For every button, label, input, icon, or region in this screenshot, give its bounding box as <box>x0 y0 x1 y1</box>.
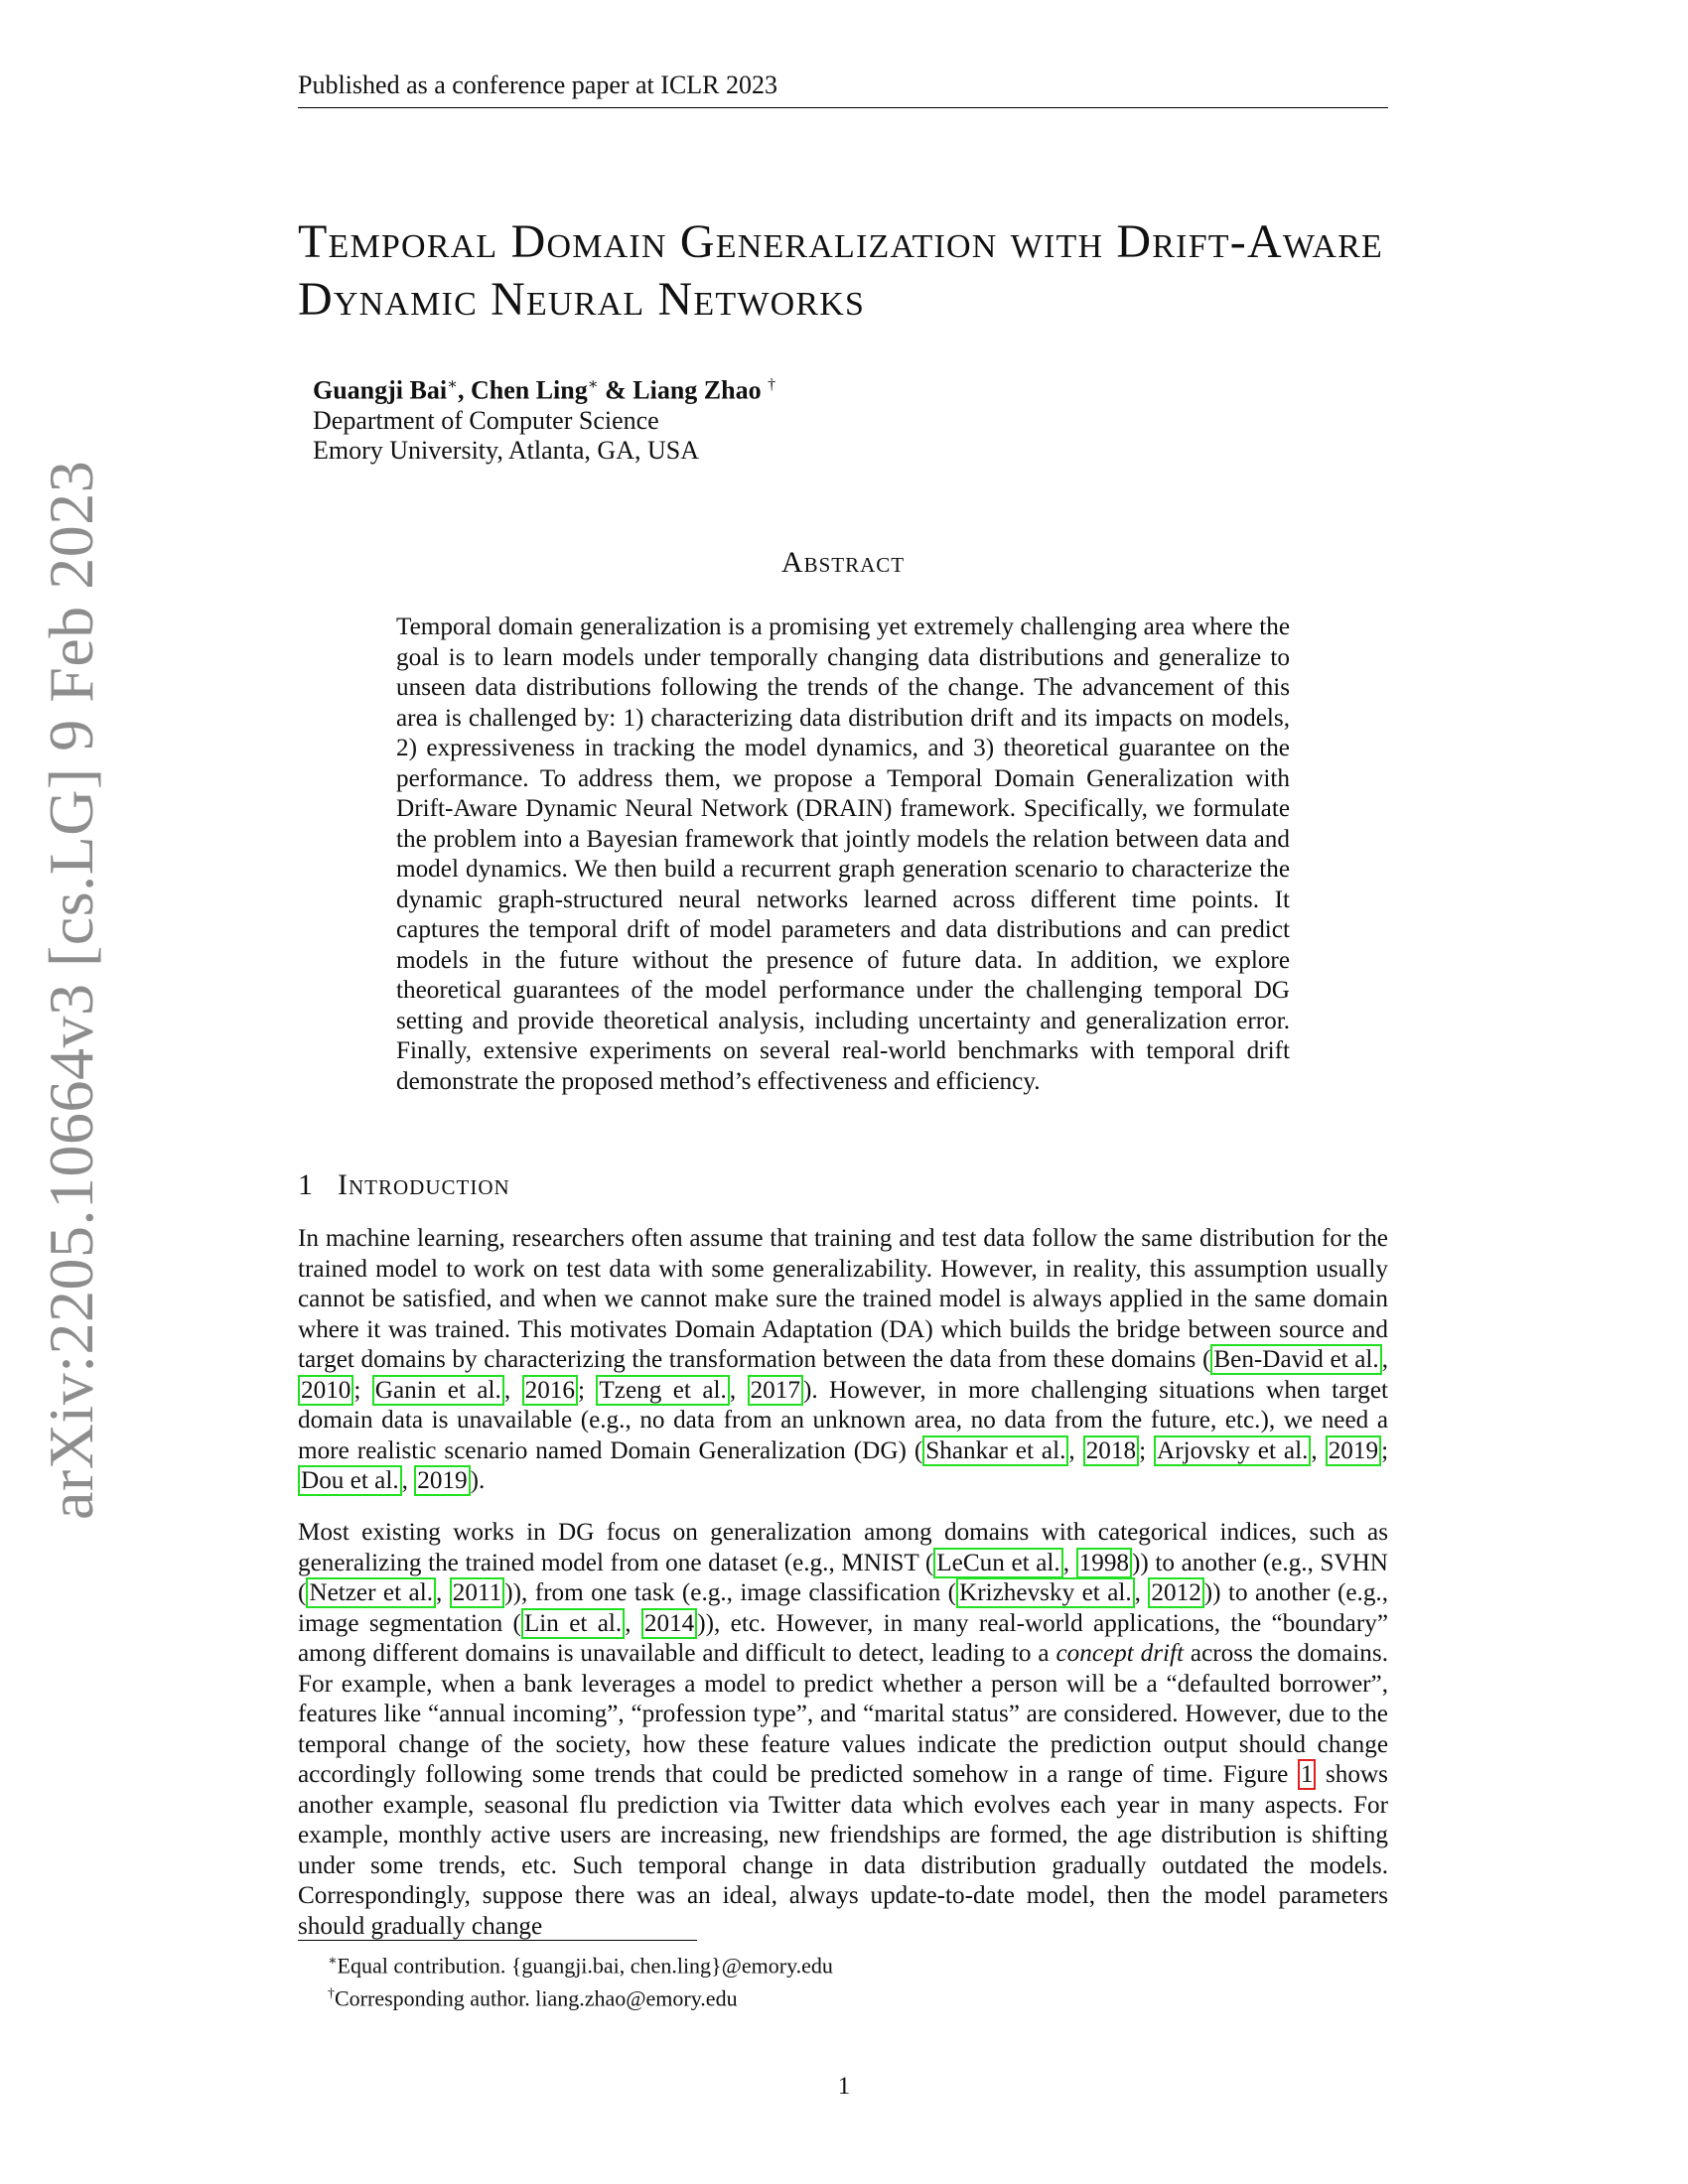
text-run: In machine learning, researchers often assume that training and test data follow the same distribution for the trained model to work on test data with some generalizability. However, in reality, this assumption usually cannot be satisfied, and when we cannot make sure the trained model is always applied in the same domain where it was trained. This motivates Domain Adaptation (DA) which builds the bridge between source and target domains by characterizing the transformation between the data from these domains ( <box>298 1225 1388 1373</box>
citation-link[interactable]: 2011 <box>450 1577 504 1608</box>
text-run: )), etc. However, in many real-world applications, the “boundary” among different domains is unavailable and difficult to detect, leading to a <box>298 1609 1388 1667</box>
text-run: )), from one task (e.g., image classification ( <box>504 1579 957 1606</box>
text-run: shows another example, seasonal flu prediction via Twitter data which evolves each year in many aspects. For example, monthly active users are increasing, new friendships are formed, the age distribution is shifting under some trends, etc. Such temporal change in data distribution gradually outdated the models. Correspondingly, suppose there was an ideal, always update-to-date model, then the model parameters should gradually change <box>298 1761 1388 1940</box>
citation-link[interactable]: 2010 <box>298 1375 353 1406</box>
citation-link[interactable]: 2014 <box>641 1608 697 1639</box>
citation-link[interactable]: 2019 <box>1326 1435 1381 1466</box>
section-title: Introduction <box>338 1168 510 1201</box>
footnote-text: Corresponding author. liang.zhao@emory.edu <box>335 1985 738 2011</box>
text-run: Most existing works in DG focus on generalization among domains with categorical indices, such as generalizing the trained model from one dataset (e.g., MNIST ( <box>298 1519 1388 1576</box>
running-header: Published as a conference paper at ICLR 2023 <box>298 69 1388 108</box>
author-2-mark: ∗ <box>587 376 599 393</box>
affiliation-dept: Department of Computer Science <box>313 405 659 435</box>
author-3: & Liang Zhao <box>605 375 762 405</box>
citation-link[interactable]: Arjovsky et al. <box>1154 1435 1311 1466</box>
citation-link[interactable]: LeCun et al. <box>933 1548 1062 1578</box>
text-run: ). However, in more challenging situations when target domain data is unavailable (e.g., no data from an unknown area, no data from the future, etc.), we need a more realistic scenario named Domain Generalization (DG) ( <box>298 1376 1389 1464</box>
footnote-1 <box>328 1947 1321 1979</box>
author-block <box>313 370 1206 466</box>
author-1: Guangji Bai <box>313 375 448 405</box>
citation-link[interactable]: Krizhevsky et al. <box>956 1577 1135 1608</box>
footnote-mark: ∗ <box>328 1954 338 1969</box>
text-run: ). <box>470 1467 486 1494</box>
abstract-text: Temporal domain generalization is a promising yet extremely challenging area where the goal is to learn models under temporally changing data distributions and generalize to unseen data distributions following the trends of the change. The advancement of this area is challenged by: 1) characterizing data distribution drift and its impacts on models, 2) expressiveness in tracking the model dynamics, and 3) theoretical guarantee on the performance. To address them, we propose a Temporal Domain Generalization with Drift-Aware Dynamic Neural Network (DRAIN) framework. Specifically, we formulate the problem into a Bayesian framework that jointly models the relation between data and model dynamics. We then build a recurrent graph generation scenario to characterize the dynamic graph-structured neural networks learned across different time points. It captures the temporal drift of model parameters and data distributions and can predict models in the future without the presence of future data. In addition, we explore theoretical guarantees of the model performance under the challenging temporal DG setting and provide theoretical analysis, including uncertainty and generalization error. Finally, extensive experiments on several real-world benchmarks with temporal drift demonstrate the proposed method’s effectiveness and efficiency. <box>396 614 1290 1095</box>
affiliation-univ: Emory University, Atlanta, GA, USA <box>313 435 699 465</box>
citation-link[interactable]: 2012 <box>1148 1577 1203 1608</box>
emphasis-text: concept drift <box>1055 1640 1185 1667</box>
author-1-mark: ∗ <box>447 376 458 393</box>
author-2: Chen Ling <box>470 375 588 405</box>
footnote-text: Equal contribution. {guangji.bai, chen.ling}@emory.edu <box>337 1953 833 1979</box>
paper-title: Temporal Domain Generalization with Drift-Aware Dynamic Neural Networks <box>298 215 1383 326</box>
citation-link[interactable]: 1998 <box>1076 1548 1132 1578</box>
citation-link[interactable]: Ben-David et al. <box>1210 1344 1381 1375</box>
intro-paragraph-2: Most existing works in DG focus on generalization among domains with categorical indices, such as generalizing the trained model from one dataset (e.g., MNIST ( LeCun et al. , 1998 )) to another (e.g., SVHN ( Netzer et al. , 2011 )), from one task (e.g., image classification ( Krizhevsky et al. , 2012 )) to another (e.g., image segmentation ( Lin et al. , 2014 )), etc. However, in many real-world applications, the “boundary” among different domains is unavailable and difficult to detect, leading to a concept drift across the domains. For example, when a bank leverages a model to predict whether a person will be a “defaulted borrower”, features like “annual incoming”, “profession type”, and “marital status” are considered. However, due to the temporal change of the society, how these feature values indicate the prediction output should change accordingly following some trends that could be predicted somehow in a range of time. Figure 1 shows another example, seasonal flu prediction via Twitter data which evolves each year in many aspects. For example, monthly active users are increasing, new friendships are formed, the age distribution is shifting under some trends, etc. Such temporal change in data distribution gradually outdated the models. Correspondingly, suppose there was an ideal, always update-to-date model, then the model parameters should gradually change <box>298 1519 1389 1940</box>
author-3-mark: † <box>768 376 776 393</box>
footnote-2 <box>328 1979 1321 2012</box>
figure-link[interactable]: 1 <box>1298 1759 1317 1790</box>
citation-link[interactable]: 2019 <box>414 1465 470 1496</box>
text-run: )) to another (e.g., SVHN ( <box>298 1549 1388 1606</box>
citation-link[interactable]: Netzer et al. <box>306 1577 436 1608</box>
citation-link[interactable]: Tzeng et al. <box>596 1375 729 1406</box>
citation-link[interactable]: Dou et al. <box>298 1465 402 1496</box>
citation-link[interactable]: 2016 <box>522 1375 578 1406</box>
text-run: across the domains. For example, when a bank leverages a model to predict whether a person will be a “defaulted borrower”, features like “annual incoming”, “profession type”, and “marital status” are considered. However, due to the temporal change of the society, how these feature values indicate the prediction output should change accordingly following some trends that could be predicted somehow in a range of time. Figure <box>298 1640 1388 1788</box>
arxiv-stamp: arXiv:2205.10664v3 [cs.LG] 9 Feb 2023 <box>36 460 106 1520</box>
section-heading-introduction <box>298 1168 510 1202</box>
citation-link[interactable]: Shankar et al. <box>922 1435 1068 1466</box>
footnote-mark: † <box>328 1986 335 2002</box>
citation-link[interactable]: Lin et al. <box>521 1608 625 1639</box>
page-number: 1 <box>837 2073 851 2100</box>
footnotes <box>328 1947 1321 2013</box>
text-run: )) to another (e.g., image segmentation ( <box>298 1579 1389 1637</box>
section-number: 1 <box>298 1168 314 1201</box>
intro-paragraph-1: In machine learning, researchers often assume that training and test data follow the same distribution for the trained model to work on test data with some generalizability. However, in reality, this assumption usually cannot be satisfied, and when we cannot make sure the trained model is always applied in the same domain where it was trained. This motivates Domain Adaptation (DA) which builds the bridge between source and target domains by characterizing the transformation between the data from these domains ( Ben-David et al. , 2010 ; Ganin et al. , 2016 ; Tzeng et al. , 2017 ). However, in more challenging situations when target domain data is unavailable (e.g., no data from an unknown area, no data from the future, etc.), we need a more realistic scenario named Domain Generalization (DG) ( Shankar et al. , 2018 ; Arjovsky et al. , 2019 ; Dou et al. , 2019 ). <box>298 1225 1389 1494</box>
citation-link[interactable]: 2017 <box>748 1375 803 1406</box>
abstract-heading: Abstract <box>780 546 906 579</box>
author-names: Guangji Bai∗, Chen Ling∗ & Liang Zhao † <box>313 375 776 405</box>
citation-link[interactable]: 2018 <box>1083 1435 1139 1466</box>
citation-link[interactable]: Ganin et al. <box>372 1375 504 1406</box>
footnote-divider <box>298 1940 697 1941</box>
